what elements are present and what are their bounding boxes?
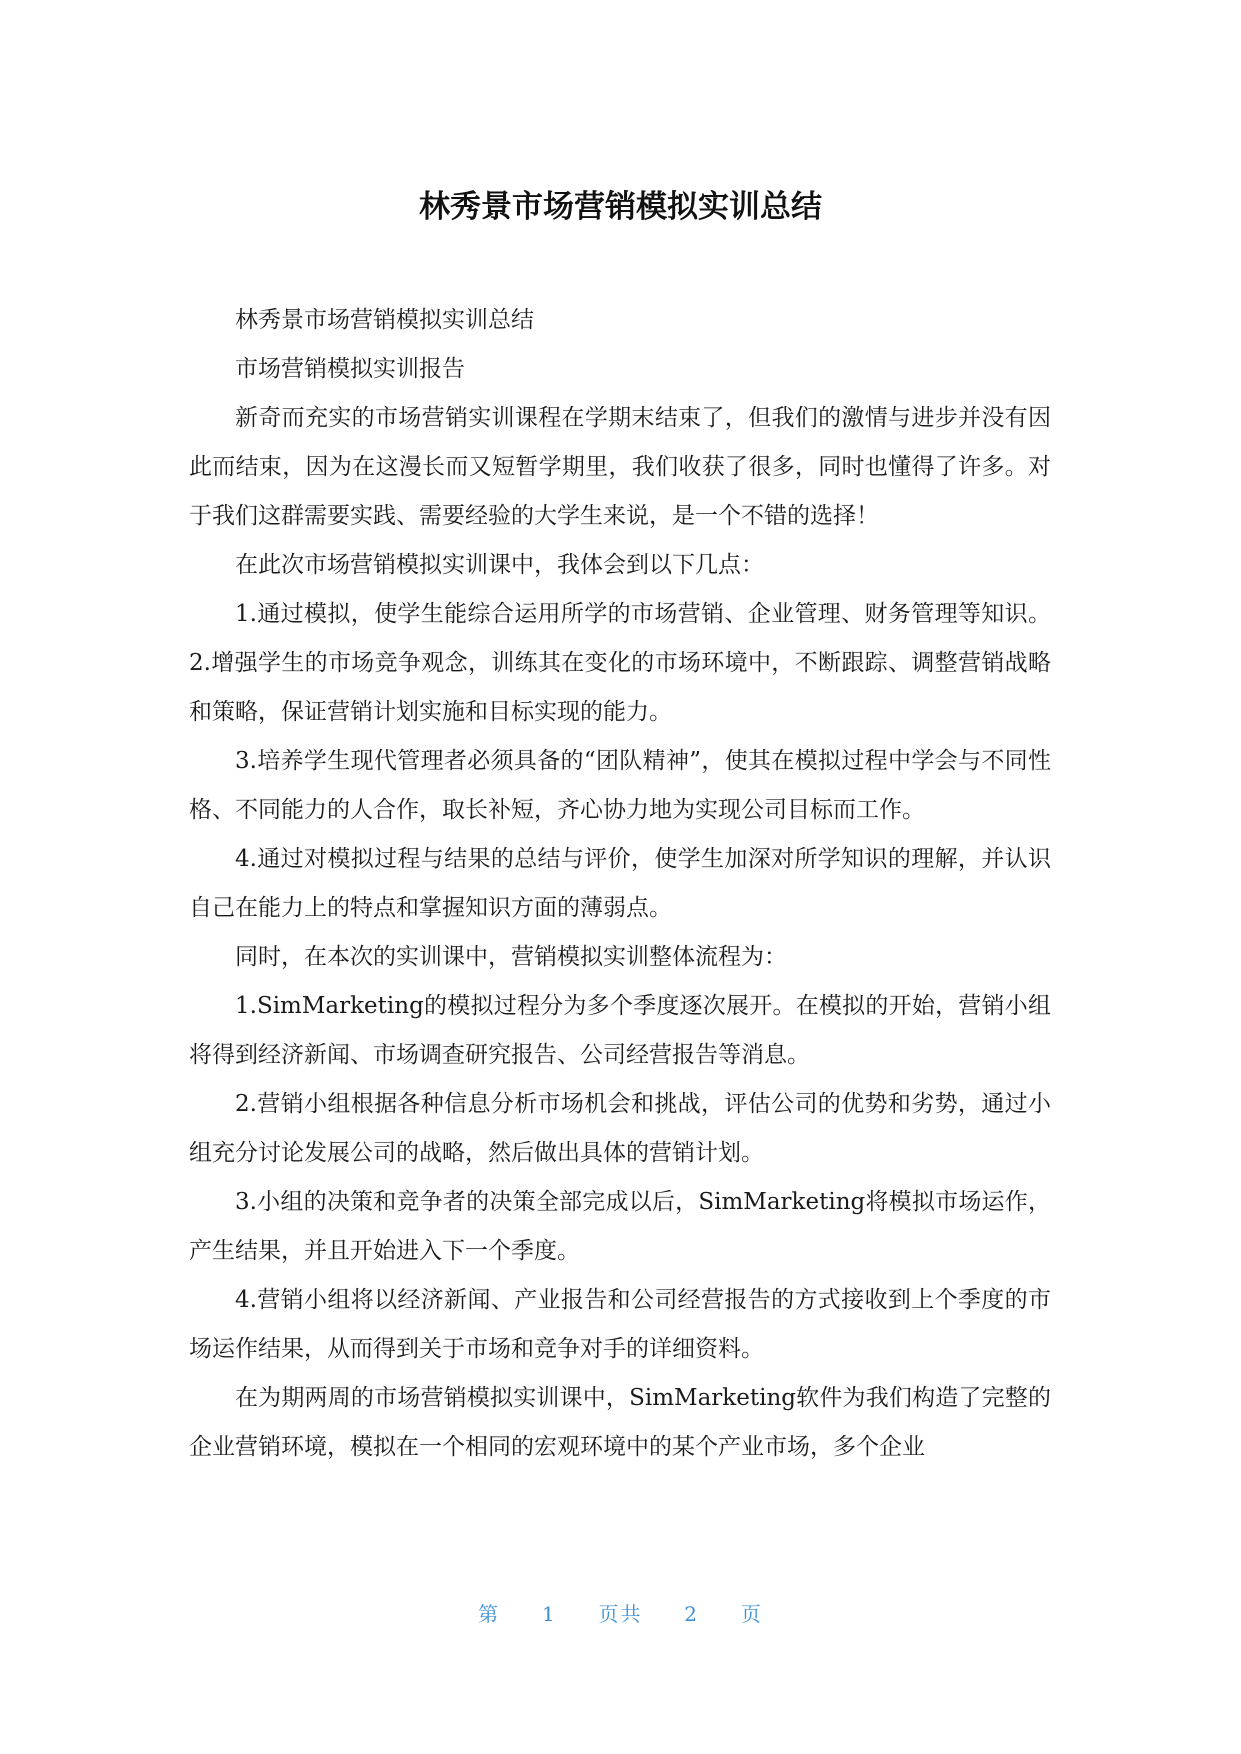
paragraph: 3.培养学生现代管理者必须具备的“团队精神”，使其在模拟过程中学会与不同性格、不同能力的人合作，取长补短，齐心协力地为实现公司目标而工作。 [189,748,1051,823]
paragraph: 3.小组的决策和竞争者的决策全部完成以后，SimMarketing将模拟市场运作，产生结果，并且开始进入下一个季度。 [189,1189,1051,1264]
paragraph: 林秀景市场营销模拟实训总结 [235,307,534,333]
paragraph: 同时，在本次的实训课中，营销模拟实训整体流程为： [235,944,787,970]
document-title: 林秀景市场营销模拟实训总结 [419,189,822,225]
paragraph: 市场营销模拟实训报告 [235,356,465,382]
page-footer [0,1600,1241,1628]
paragraph: 1.通过模拟，使学生能综合运用所学的市场营销、企业管理、财务管理等知识。2.增强学生的市场竞争观念，训练其在变化的市场环境中，不断跟踪、调整营销战略和策略，保证营销计划实施和目标实现的能力。 [189,601,1051,725]
paragraph: 新奇而充实的市场营销实训课程在学期末结束了，但我们的激情与进步并没有因此而结束，因为在这漫长而又短暂学期里，我们收获了很多，同时也懂得了许多。对于我们这群需要实践、需要经验的大学生来说，是一个不错的选择！ [189,405,1051,529]
paragraph: 4.营销小组将以经济新闻、产业报告和公司经营报告的方式接收到上个季度的市场运作结果，从而得到关于市场和竞争对手的详细资料。 [189,1287,1051,1362]
page-label-suffix: 页 [740,1602,763,1626]
paragraph: 在此次市场营销模拟实训课中，我体会到以下几点： [235,552,764,578]
total-pages-number: 2 [684,1602,700,1626]
paragraph: 在为期两周的市场营销模拟实训课中，SimMarketing软件为我们构造了完整的企业营销环境，模拟在一个相同的宏观环境中的某个产业市场，多个企业 [189,1385,1051,1460]
page-label-prefix: 第 [478,1602,501,1626]
paragraph: 2.营销小组根据各种信息分析市场机会和挑战，评估公司的优势和劣势，通过小组充分讨论发展公司的战略，然后做出具体的营销计划。 [189,1091,1051,1166]
paragraph: 1.SimMarketing的模拟过程分为多个季度逐次展开。在模拟的开始，营销小组将得到经济新闻、市场调查研究报告、公司经营报告等消息。 [189,993,1051,1068]
page-label-mid: 页共 [598,1602,643,1626]
current-page-number: 1 [541,1602,557,1626]
paragraph: 4.通过对模拟过程与结果的总结与评价，使学生加深对所学知识的理解，并认识自己在能力上的特点和掌握知识方面的薄弱点。 [189,846,1051,921]
document-body [189,296,1051,1472]
